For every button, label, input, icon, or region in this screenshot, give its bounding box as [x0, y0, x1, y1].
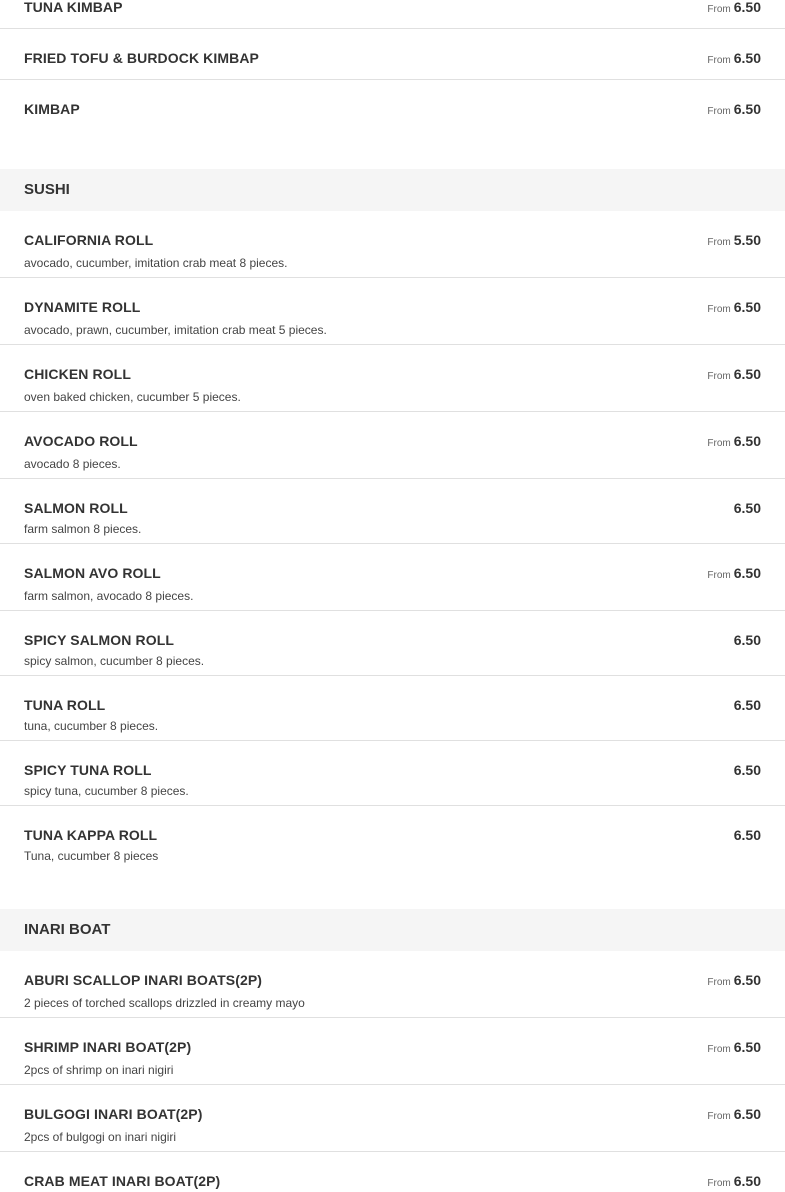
item-price [707, 101, 761, 120]
price-value: 6.50 [733, 299, 761, 315]
price-value: 5.50 [733, 232, 761, 248]
item-description: tuna, cucumber 8 pieces. [24, 719, 159, 733]
price-from-label: From [707, 106, 731, 117]
section-gap [0, 871, 785, 909]
item-description: oven baked chicken, cucumber 5 pieces. [24, 390, 241, 404]
menu-item-salmon-avo-roll[interactable] [0, 544, 785, 611]
price-from-label: From [707, 4, 731, 15]
item-description: avocado 8 pieces. [24, 457, 121, 471]
item-name: FRIED TOFU & BURDOCK KIMBAP [24, 50, 259, 66]
section-header-inari-boat: INARI BOAT [0, 909, 785, 951]
item-price [707, 0, 761, 18]
menu-item-spicy-tuna-roll[interactable] [0, 741, 785, 806]
item-name: DYNAMITE ROLL [24, 299, 141, 315]
item-price [707, 299, 761, 318]
item-price [707, 50, 761, 69]
price-value: 6.50 [733, 1173, 761, 1189]
menu-item-chicken-roll[interactable] [0, 345, 785, 412]
item-description: farm salmon 8 pieces. [24, 522, 142, 536]
item-name: CRAB MEAT INARI BOAT(2P) [24, 1173, 221, 1189]
price-value: 6.50 [733, 101, 761, 117]
item-price [734, 632, 761, 649]
item-price [707, 366, 761, 385]
price-from-label: From [707, 570, 731, 581]
item-price [707, 1106, 761, 1125]
price-from-label: From [707, 438, 731, 449]
menu-item-california-roll[interactable] [0, 211, 785, 278]
item-name: SPICY TUNA ROLL [24, 762, 152, 778]
price-from-label: From [707, 1111, 731, 1122]
item-description: 2 pieces of torched scallops drizzled in creamy mayo [24, 996, 305, 1010]
price-value: 6.50 [733, 500, 761, 516]
item-name: AVOCADO ROLL [24, 433, 138, 449]
menu-item-dynamite-roll[interactable] [0, 278, 785, 345]
item-description: spicy tuna, cucumber 8 pieces. [24, 784, 189, 798]
menu-item-bulgogi-inari-boat[interactable] [0, 1085, 785, 1152]
item-name: TUNA ROLL [24, 697, 106, 713]
price-value: 6.50 [733, 827, 761, 843]
item-price [734, 762, 761, 779]
price-value: 6.50 [733, 972, 761, 988]
item-name: CHICKEN ROLL [24, 366, 131, 382]
item-description: avocado, cucumber, imitation crab meat 8 pieces. [24, 256, 288, 270]
item-price [707, 565, 761, 584]
price-value: 6.50 [733, 0, 761, 15]
menu-item-salmon-roll[interactable] [0, 479, 785, 544]
price-value: 6.50 [733, 1106, 761, 1122]
price-value: 6.50 [733, 433, 761, 449]
item-name: ABURI SCALLOP INARI BOATS(2P) [24, 972, 263, 988]
item-description: 2pcs of shrimp on inari nigiri [24, 1063, 174, 1077]
item-name: TUNA KIMBAP [24, 0, 123, 15]
price-value: 6.50 [733, 762, 761, 778]
item-name: SHRIMP INARI BOAT(2P) [24, 1039, 192, 1055]
item-name: TUNA KAPPA ROLL [24, 827, 158, 843]
item-name: KIMBAP [24, 101, 80, 117]
item-price [707, 433, 761, 452]
item-description: spicy salmon, cucumber 8 pieces. [24, 654, 205, 668]
price-from-label: From [707, 237, 731, 248]
item-price [707, 232, 761, 251]
item-description: 2pcs of bulgogi on inari nigiri [24, 1130, 177, 1144]
item-description: Tuna, cucumber 8 pieces [24, 849, 159, 863]
item-name: SALMON ROLL [24, 500, 128, 516]
item-name: BULGOGI INARI BOAT(2P) [24, 1106, 203, 1122]
price-from-label: From [707, 55, 731, 66]
price-from-label: From [707, 371, 731, 382]
item-price [734, 697, 761, 714]
menu-item-crab-meat-inari-boat[interactable] [0, 1152, 785, 1192]
menu-item-kimbap[interactable] [0, 80, 785, 131]
item-name: SPICY SALMON ROLL [24, 632, 175, 648]
price-from-label: From [707, 1178, 731, 1189]
price-from-label: From [707, 304, 731, 315]
price-value: 6.50 [733, 366, 761, 382]
item-description: avocado, prawn, cucumber, imitation crab meat 5 pieces. [24, 323, 327, 337]
price-value: 6.50 [733, 1039, 761, 1055]
item-price [734, 500, 761, 517]
menu-item-shrimp-inari-boat[interactable] [0, 1018, 785, 1085]
menu-item-tuna-kimbap[interactable] [0, 0, 785, 29]
item-price [707, 1039, 761, 1058]
price-value: 6.50 [733, 632, 761, 648]
price-value: 6.50 [733, 697, 761, 713]
price-from-label: From [707, 1044, 731, 1055]
item-description: farm salmon, avocado 8 pieces. [24, 589, 194, 603]
price-from-label: From [707, 977, 731, 988]
menu-item-spicy-salmon-roll[interactable] [0, 611, 785, 676]
price-value: 6.50 [733, 50, 761, 66]
menu-item-tuna-kappa-roll[interactable] [0, 806, 785, 871]
item-name: CALIFORNIA ROLL [24, 232, 154, 248]
item-price [707, 972, 761, 991]
menu-item-avocado-roll[interactable] [0, 412, 785, 479]
section-header-sushi: SUSHI [0, 169, 785, 211]
item-price [734, 827, 761, 844]
item-price [707, 1173, 761, 1192]
section-gap [0, 131, 785, 169]
menu-item-aburi-scallop-inari-boats[interactable] [0, 951, 785, 1018]
price-value: 6.50 [733, 565, 761, 581]
menu-item-fried-tofu-burdock-kimbap[interactable] [0, 29, 785, 80]
menu-item-tuna-roll[interactable] [0, 676, 785, 741]
item-name: SALMON AVO ROLL [24, 565, 161, 581]
